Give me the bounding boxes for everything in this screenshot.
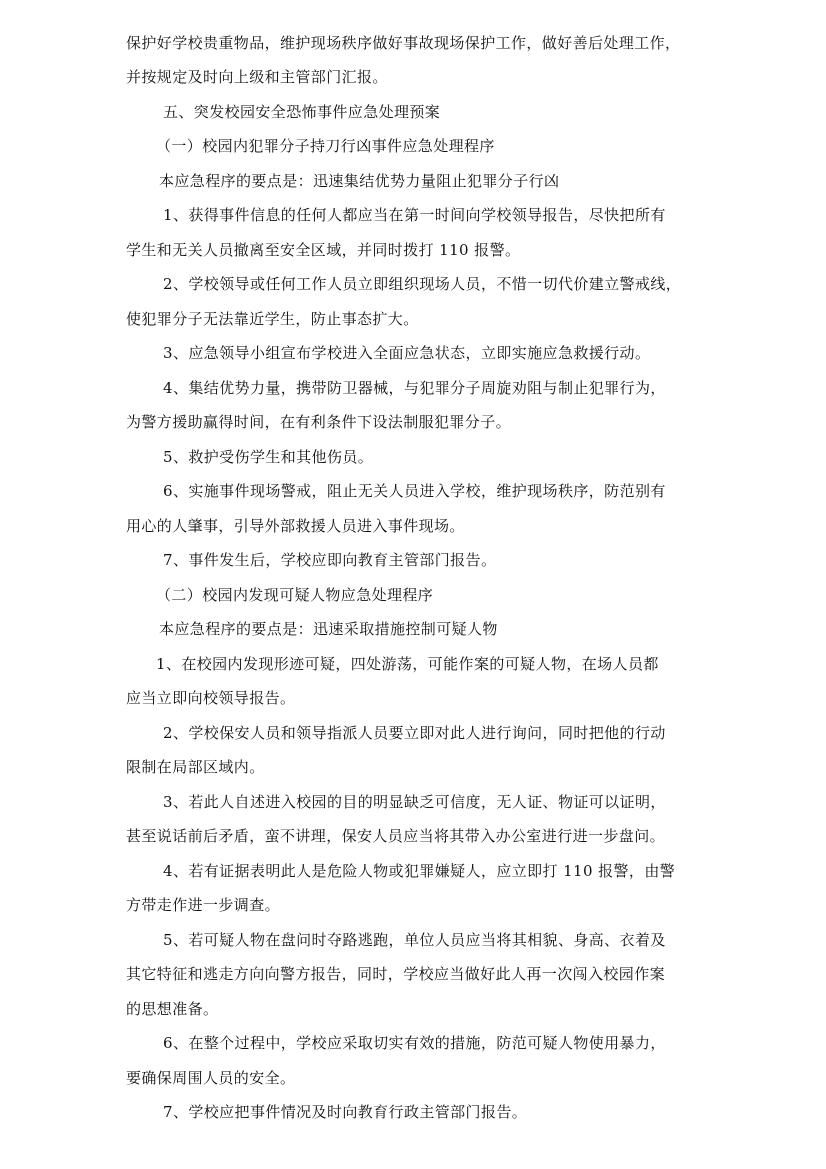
text-line: 2、学校保安人员和领导指派人员要立即对此人进行询问，同时把他的行动 [163,724,666,742]
text-line: 为警方援助赢得时间，在有利条件下设法制服犯罪分子。 [126,413,512,431]
text-line: 使犯罪分子无法靠近学生，防止事态扩大。 [126,310,419,328]
text-line: 5、若可疑人物在盘问时夺路逃跑，单位人员应当将其相貌、身高、衣着及 [163,931,666,949]
text-line: 限制在局部区域内。 [126,758,265,776]
text-line: 7、事件发生后，学校应即向教育主管部门报告。 [163,551,497,569]
text-line: 学生和无关人员撤离至安全区域，并同时拨打 110 报警。 [126,241,521,259]
subsection-heading: （二）校园内发现可疑人物应急处理程序 [156,586,434,604]
text-line: 本应急程序的要点是：迅速采取措施控制可疑人物 [159,620,498,638]
text-line: 要确保周围人员的安全。 [126,1069,296,1087]
text-line: 6、在整个过程中，学校应采取切实有效的措施，防范可疑人物使用暴力， [163,1034,666,1052]
text-line: 7、学校应把事件情况及时向教育行政主管部门报告。 [163,1103,528,1121]
text-line: 其它特征和逃走方向向警方报告，同时，学校应当做好此人再一次闯入校园作案 [126,965,666,983]
text-line: 3、若此人自述进入校园的目的明显缺乏可信度，无人证、物证可以证明， [163,793,666,811]
text-line: 方带走作进一步调查。 [126,896,281,914]
section-heading: 五、突发校园安全恐怖事件应急处理预案 [163,103,441,121]
text-line: 并按规定及时向上级和主管部门汇报。 [126,68,388,86]
text-line: 2、学校领导或任何工作人员立即组织现场人员，不惜一切代价建立警戒线， [163,275,682,293]
text-line: 1、在校园内发现形迹可疑，四处游荡，可能作案的可疑人物，在场人员都 [156,655,659,673]
text-line: 用心的人肇事，引导外部救援人员进入事件现场。 [126,517,465,535]
text-line: 本应急程序的要点是：迅速集结优势力量阻止犯罪分子行凶 [159,172,560,190]
text-line: 3、应急领导小组宣布学校进入全面应急状态，立即实施应急救援行动。 [163,344,651,362]
text-line: 的思想准备。 [126,1000,219,1018]
text-line: 甚至说话前后矛盾，蛮不讲理，保安人员应当将其带入办公室进行进一步盘问。 [126,827,666,845]
text-line: 4、集结优势力量，携带防卫器械，与犯罪分子周旋劝阻与制止犯罪行为， [163,379,666,397]
text-line: 5、救护受伤学生和其他伤员。 [163,448,374,466]
text-line: 1、获得事件信息的任何人都应当在第一时间向学校领导报告，尽快把所有 [163,206,666,224]
text-line: 应当立即向校领导报告。 [126,689,296,707]
subsection-heading: （一）校园内犯罪分子持刀行凶事件应急处理程序 [156,137,495,155]
text-line: 保护好学校贵重物品，维护现场秩序做好事故现场保护工作，做好善后处理工作， [126,34,681,52]
text-line: 6、实施事件现场警戒，阻止无关人员进入学校，维护现场秩序，防范别有 [163,482,666,500]
text-line: 4、若有证据表明此人是危险人物或犯罪嫌疑人，应立即打 110 报警，由警 [163,862,676,880]
